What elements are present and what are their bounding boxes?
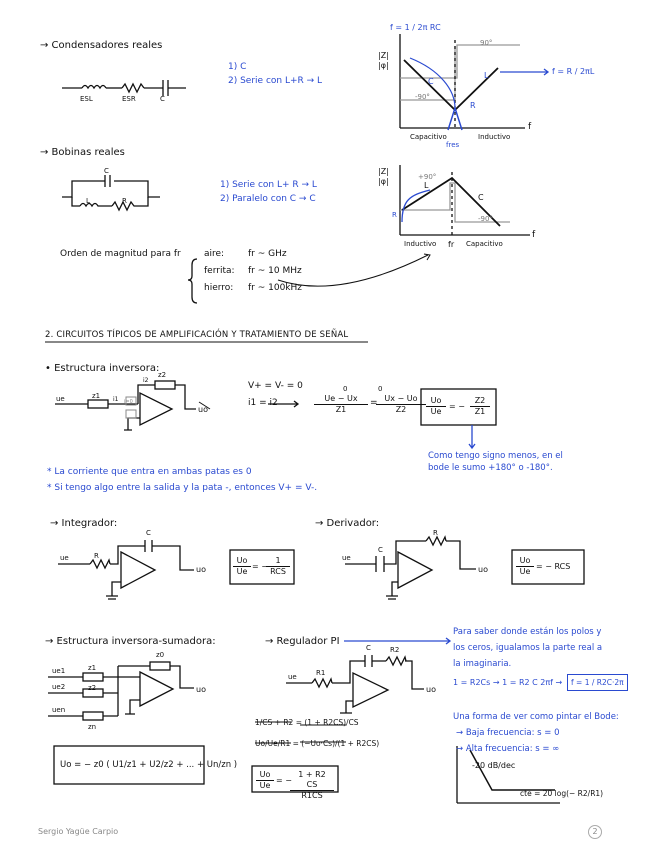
inv-frac-1 bbox=[314, 394, 368, 415]
graph1-p90: 90° bbox=[480, 39, 493, 47]
graph2-right-label: Capacitivo bbox=[466, 240, 503, 248]
sum-ue1: ue1 bbox=[52, 667, 66, 675]
sumadora-title: → Estructura inversora-sumadora: bbox=[45, 636, 216, 647]
graph1-phase-label: |φ| bbox=[378, 61, 389, 70]
graph1-c-label: C bbox=[428, 77, 434, 86]
der-frac-num: Uo bbox=[516, 556, 534, 567]
pi-r2: R2 bbox=[390, 646, 400, 654]
int-c: C bbox=[146, 529, 151, 537]
bob-c-label: C bbox=[104, 167, 109, 175]
graph2-f-axis: f bbox=[532, 230, 536, 240]
inv-frac-2-num: Ux − Uo bbox=[376, 394, 426, 405]
derivador-title: → Derivador: bbox=[315, 518, 380, 529]
int-res-num: 1 bbox=[266, 556, 290, 567]
inv-frac-1-num: Ue − Ux bbox=[314, 394, 368, 405]
para-eq: 1 = R2Cs → 1 = R2 C 2πf → bbox=[453, 678, 563, 687]
int-r: R bbox=[94, 552, 99, 560]
inv-note: Como tengo signo menos, en el bode le sumo +180° o -180°. bbox=[428, 451, 563, 473]
pi-title: → Regulador PI bbox=[265, 636, 340, 647]
pi-res-num: Uo bbox=[256, 770, 274, 781]
page-number: 2 bbox=[588, 825, 602, 839]
int-eq: = − bbox=[252, 562, 268, 571]
der-ue: ue bbox=[342, 554, 351, 562]
inv-zero-2: 0 bbox=[378, 385, 383, 393]
graph2-z-label: |Z| bbox=[378, 167, 389, 176]
der-eq: = − RCS bbox=[536, 562, 571, 571]
graph1-l-label: L bbox=[484, 71, 489, 80]
int-res bbox=[266, 556, 290, 577]
para-3: la imaginaria. bbox=[453, 659, 512, 669]
int-uo: uo bbox=[196, 565, 206, 574]
int-frac-num: Uo bbox=[233, 556, 251, 567]
pi-res-frac bbox=[256, 770, 274, 791]
mag-row-3-key: hierro: bbox=[204, 283, 234, 293]
integrador-title: → Integrador: bbox=[50, 518, 118, 529]
inv-frac-2 bbox=[376, 394, 426, 415]
der-c: C bbox=[378, 546, 383, 554]
bob-note-1: 1) Serie con L+ R → L bbox=[220, 180, 317, 190]
bode-slope: -20 dB/dec bbox=[472, 761, 516, 770]
sum-z0: z0 bbox=[156, 651, 165, 659]
graph2-m90: -90° bbox=[478, 215, 493, 223]
bob-note-2: 2) Paralelo con C → C bbox=[220, 194, 316, 204]
sum-z2: z2 bbox=[88, 684, 97, 692]
der-frac-den: Ue bbox=[519, 567, 531, 576]
pi-c: C bbox=[366, 644, 371, 652]
inv-frac-2-den: Z2 bbox=[395, 405, 407, 414]
cond-note-1: 1) C bbox=[228, 62, 247, 72]
cond-note-2: 2) Serie con L+R → L bbox=[228, 76, 323, 86]
inv-zero-1: 0 bbox=[343, 385, 348, 393]
inv-bullet-1: * La corriente que entra en ambas patas es 0 bbox=[47, 467, 252, 477]
graph1-r-label: R bbox=[470, 101, 476, 110]
graph1-fres: fres bbox=[446, 141, 460, 149]
int-ue: ue bbox=[60, 554, 69, 562]
mag-row-1-key: aire: bbox=[204, 249, 225, 259]
sum-uen: uen bbox=[52, 706, 66, 714]
inv-ue: ue bbox=[56, 395, 65, 403]
esl-label: ESL bbox=[80, 95, 93, 103]
graph2-p90: +90° bbox=[418, 173, 437, 181]
footer-author: Sergio Yagüe Carpio bbox=[38, 827, 119, 836]
inv-bullet-2: * Si tengo algo entre la salida y la pata -, entonces V+ = V-. bbox=[47, 483, 318, 493]
graph1-f-formula: f = 1 / 2π RC bbox=[390, 23, 441, 32]
una-forma: Una forma de ver como pintar el Bode: bbox=[453, 712, 619, 722]
der-r: R bbox=[433, 529, 438, 537]
graph2-r-label: R bbox=[392, 211, 397, 219]
bode-cte: cte = 20 log(− R2/R1) bbox=[520, 789, 604, 798]
der-frac bbox=[516, 556, 534, 577]
pi-res-r bbox=[290, 770, 334, 801]
para-1: Para saber donde están los polos y bbox=[453, 627, 602, 637]
para-box: f = 1 / R2C·2π bbox=[567, 674, 628, 691]
para-2: los ceros, igualamos la parte real a bbox=[453, 643, 603, 653]
graph2-phase-label: |φ| bbox=[378, 177, 389, 186]
bobinas-title: → Bobinas reales bbox=[40, 147, 125, 158]
inversora-title: • Estructura inversora: bbox=[45, 363, 160, 374]
inv-res-eq: = − bbox=[449, 402, 465, 411]
int-res-den: RCS bbox=[270, 567, 286, 576]
bob-l-label: L bbox=[86, 197, 90, 205]
inv-uo: uo bbox=[198, 405, 208, 414]
sum-z1: z1 bbox=[88, 664, 97, 672]
sum-uo: uo bbox=[196, 685, 206, 694]
sum-ue2: ue2 bbox=[52, 683, 66, 691]
inv-z2: z2 bbox=[158, 371, 167, 379]
sum-formula: Uo = − z0 ( U1/z1 + U2/z2 + ... + Un/zn ) bbox=[60, 760, 238, 770]
c-label: C bbox=[160, 95, 165, 103]
inv-res-z bbox=[470, 396, 490, 417]
graph2-c-label: C bbox=[478, 193, 484, 202]
pi-res-den: Ue bbox=[259, 781, 271, 790]
graph1-f2-formula: f = R / 2πL bbox=[552, 67, 595, 76]
graph2-left-label: Inductivo bbox=[404, 240, 437, 248]
inv-res-zd: Z1 bbox=[474, 407, 486, 416]
pi-ue: ue bbox=[288, 673, 297, 681]
pi-eq-1: 1/CS + R2 = (1 + R2CS)/CS bbox=[255, 718, 359, 727]
pi-eq-2: Uo/Ue/R1 = (−Uo·Cs)/(1 + R2CS) bbox=[255, 739, 380, 748]
inv-frac-1-den: Z1 bbox=[335, 405, 347, 414]
pi-res-eq: = − bbox=[276, 776, 292, 785]
graph1-left-label: Capacitivo bbox=[410, 133, 447, 141]
inv-i2: i2 bbox=[143, 377, 149, 384]
graph1-f-axis: f bbox=[528, 122, 532, 132]
pi-res-rn: 1 + R2 CS bbox=[290, 770, 334, 791]
graph1-m90: -90° bbox=[415, 93, 430, 101]
condensadores-title: → Condensadores reales bbox=[40, 40, 163, 51]
inv-res-zn: Z2 bbox=[470, 396, 490, 407]
inv-eq-sign: = bbox=[370, 398, 378, 408]
pi-r1: R1 bbox=[316, 669, 326, 677]
alta-freq: → Alta frecuencia: s = ∞ bbox=[456, 744, 560, 754]
inv-eq2: i1 = i2 bbox=[248, 398, 278, 408]
graph1-z-label: |Z| bbox=[378, 51, 389, 60]
pi-res-rd: R1CS bbox=[301, 791, 323, 800]
der-uo: uo bbox=[478, 565, 488, 574]
inv-res-den: Ue bbox=[430, 407, 442, 416]
sum-zn: zn bbox=[88, 723, 97, 731]
graph1-right-label: Inductivo bbox=[478, 133, 511, 141]
mag-row-3-val: fr ~ 100kHz bbox=[248, 283, 303, 293]
mag-row-2-val: fr ~ 10 MHz bbox=[248, 266, 302, 276]
bob-r-label: R bbox=[122, 197, 127, 205]
section-heading: 2. CIRCUITOS TÍPICOS DE AMPLIFICACIÓN Y TRATAMIENTO DE SEÑAL bbox=[45, 330, 349, 340]
baja-freq: → Baja frecuencia: s = 0 bbox=[456, 728, 560, 738]
graph2-l-label: L bbox=[424, 181, 429, 190]
inv-z1: z1 bbox=[92, 392, 101, 400]
int-frac-den: Ue bbox=[236, 567, 248, 576]
inv-i1: i1 bbox=[113, 396, 119, 403]
int-frac bbox=[233, 556, 251, 577]
inv-eq1: V+ = V- = 0 bbox=[248, 381, 303, 391]
graph2-fr-label: fr bbox=[448, 240, 455, 249]
mag-row-2-key: ferrita: bbox=[204, 266, 235, 276]
mag-row-1-val: fr ~ GHz bbox=[248, 249, 287, 259]
pi-uo: uo bbox=[426, 685, 436, 694]
inv-res-frac bbox=[426, 396, 446, 417]
inv-res-num: Uo bbox=[426, 396, 446, 407]
esr-label: ESR bbox=[122, 95, 136, 103]
inv-io: i=0 bbox=[124, 399, 133, 405]
magnitude-lead: Orden de magnitud para fr bbox=[60, 249, 181, 259]
